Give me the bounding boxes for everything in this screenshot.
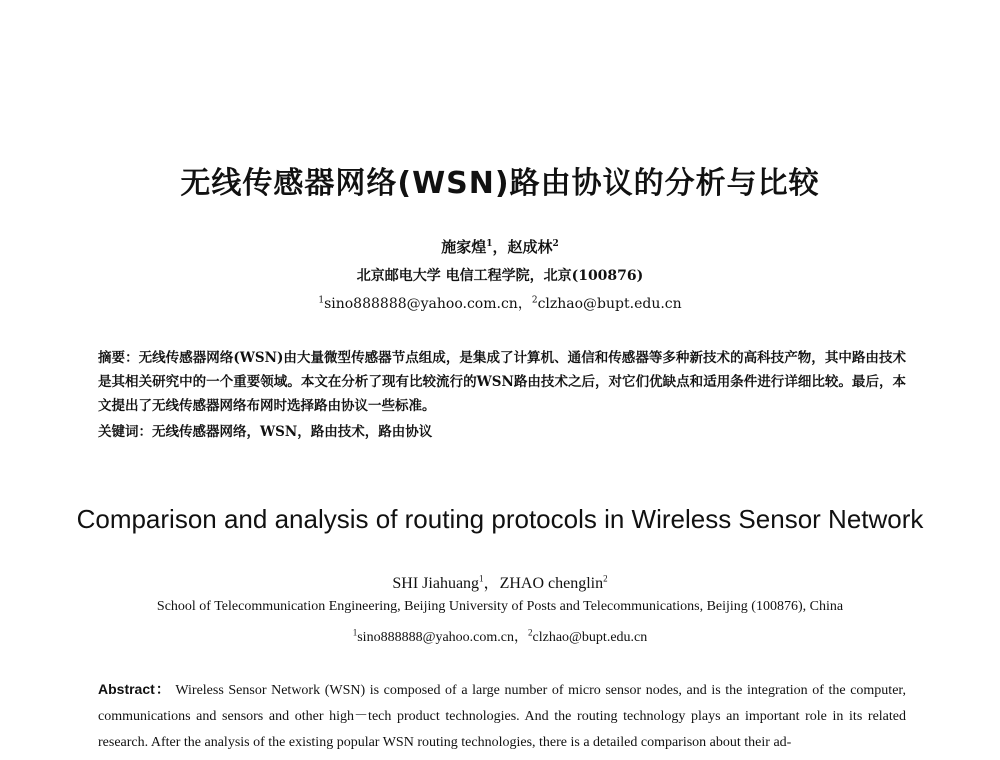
chinese-abstract — [98, 346, 906, 418]
chinese-author-1-sup: 1 — [486, 239, 493, 249]
english-author-1-sup: 1 — [479, 573, 484, 584]
english-email-2: clzhao@bupt.edu.cn — [532, 630, 648, 645]
english-abstract-text: Wireless Sensor Network (WSN) is composed of a large number of micro sensor nodes, and is the integration of the computer, communications and sensors and other high－tech product technologies. And the routing technology plays an important role in its related research. After the analysis of the existing popular WSN routing technologies, there is a detailed comparison about their ad- — [98, 683, 907, 750]
chinese-keywords-label: 关键词： — [98, 424, 152, 440]
english-author-1: SHI Jiahuang — [392, 575, 480, 592]
chinese-keywords — [98, 420, 906, 444]
chinese-abstract-label: 摘要： — [98, 350, 139, 366]
chinese-author-2: 赵成林 — [507, 238, 553, 256]
english-author-2: ZHAO chenglin — [499, 575, 604, 592]
chinese-title: 无线传感器网络(WSN)路由协议的分析与比较 — [180, 166, 820, 201]
english-email-1: sino888888@yahoo.com.cn， — [357, 630, 528, 645]
chinese-affiliation: 北京邮电大学 电信工程学院，北京(100876) — [356, 268, 644, 284]
english-author-separator: ， — [483, 575, 500, 592]
chinese-keywords-text: 无线传感器网络，WSN，路由技术，路由协议 — [152, 424, 433, 440]
english-emails — [0, 626, 1000, 646]
chinese-abstract-text: 无线传感器网络(WSN)由大量微型传感器节点组成，是集成了计算机、通信和传感器等多种新技术的高科技产物，其中路由技术是其相关研究中的一个重要领域。本文在分析了现有比较流行的WSN路由技术之后，对它们优缺点和适用条件进行详细比较。最后，本文提出了无线传感器网络布网时选择路由协议一些标准。 — [98, 350, 906, 414]
chinese-author-separator: ， — [492, 238, 508, 256]
english-authors — [0, 570, 1000, 593]
chinese-author-2-sup: 2 — [552, 239, 559, 249]
english-affiliation: School of Telecommunication Engineering, Beijing University of Posts and Telecommunications, Beijing (100876), China — [156, 599, 844, 614]
chinese-author-1: 施家煌 — [441, 238, 487, 256]
chinese-emails — [0, 293, 1000, 313]
english-email-1-sup: 1 — [352, 627, 358, 638]
chinese-email-2: clzhao@bupt.edu.cn — [537, 296, 682, 312]
english-title: Comparison and analysis of routing protocols in Wireless Sensor Network — [76, 504, 924, 534]
english-abstract — [98, 676, 906, 756]
english-author-2-sup: 2 — [603, 573, 608, 584]
chinese-email-1: sino888888@yahoo.com.cn， — [324, 296, 532, 312]
chinese-email-2-sup: 2 — [531, 295, 538, 306]
chinese-authors — [0, 236, 1000, 257]
english-abstract-label: Abstract： — [98, 681, 172, 697]
english-email-2-sup: 2 — [528, 627, 533, 638]
chinese-email-1-sup: 1 — [318, 295, 325, 306]
